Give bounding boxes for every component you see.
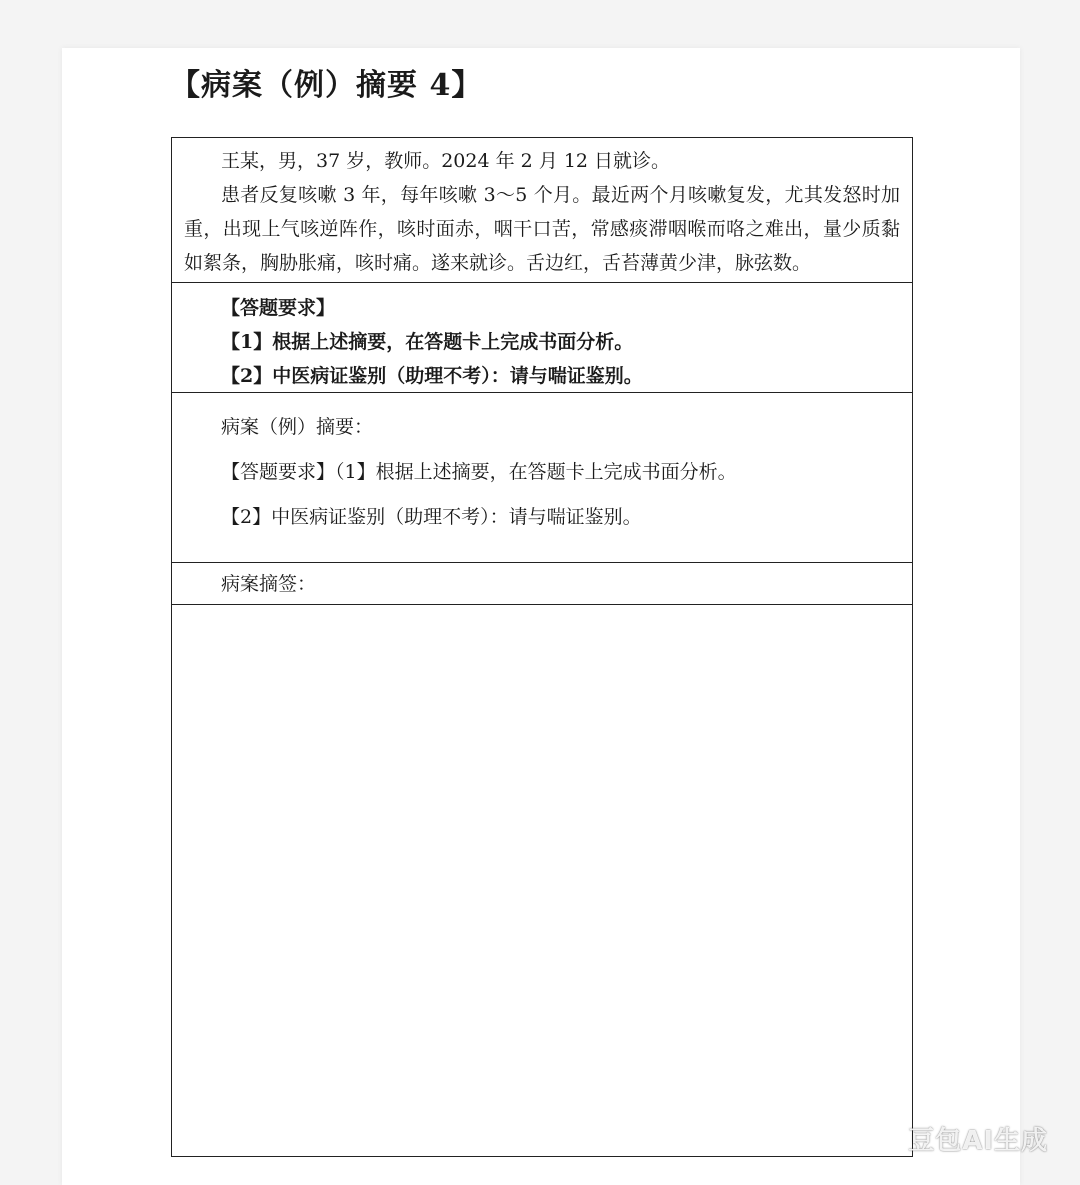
watermark: 豆包AI生成 — [908, 1126, 1048, 1156]
notes-writing-area — [172, 605, 912, 1156]
notes-label-section — [172, 563, 912, 605]
notes-label: 病案摘签： — [221, 573, 317, 595]
requirement-item-1: 【1】根据上述摘要，在答题卡上完成书面分析。 — [221, 331, 634, 353]
requirement-item-2: 【2】中医病证鉴别（助理不考）：请与喘证鉴别。 — [221, 365, 643, 387]
requirements-heading: 【答题要求】 — [221, 297, 336, 319]
summary-section — [172, 393, 912, 563]
case-description: 患者反复咳嗽 3 年，每年咳嗽 3～5 个月。最近两个月咳嗽复发，尤其发怒时加重，出现上气咳逆阵作，咳时面赤，咽干口苦，常感痰滞咽喉而咯之难出，量少质黏如絮条，胸胁胀痛，咳时痛。遂来就诊。舌边红，舌苔薄黄少津，脉弦数。 — [184, 184, 900, 274]
requirements-section — [172, 283, 912, 393]
case-patient-info: 王某，男，37 岁，教师。2024 年 2 月 12 日就诊。 — [221, 150, 671, 172]
page-title: 【病案（例）摘要 4】 — [170, 68, 483, 103]
case-section — [172, 138, 912, 283]
summary-item-1: 【答题要求】（1】根据上述摘要，在答题卡上完成书面分析。 — [221, 461, 737, 483]
summary-item-2: 【2】中医病证鉴别（助理不考）：请与喘证鉴别。 — [221, 506, 642, 528]
answer-frame — [171, 137, 913, 1157]
document-page — [62, 48, 1020, 1185]
summary-heading: 病案（例）摘要： — [221, 416, 374, 438]
